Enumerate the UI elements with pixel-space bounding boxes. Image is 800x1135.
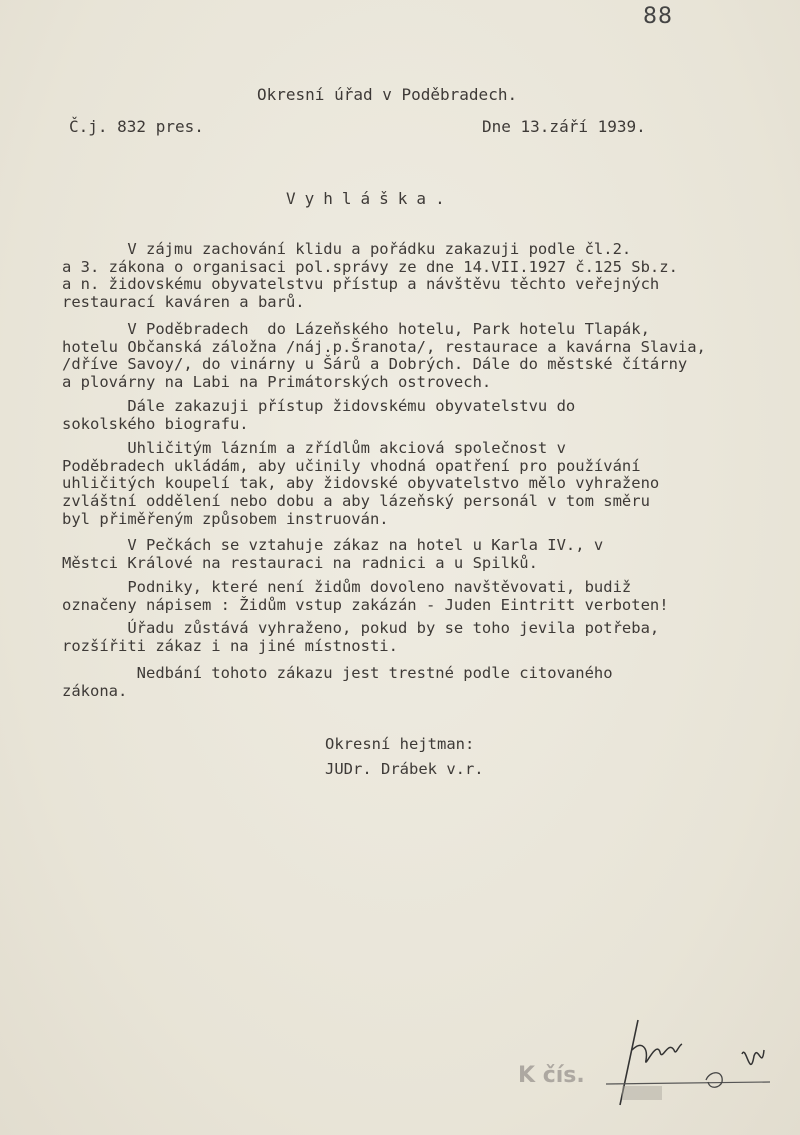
paragraph-2: V Poděbradech do Lázeňského hotelu, Park hotelu Tlapák, hotelu Občanská záložna /náj.p.Šranota/, restaurace a kavárna Slavia, /dříve Savoy/, do vinárny u Šárů a Dobrých. Dále do městské čítárny a plovárny na Labi na Primátorských ostrovech. [62, 320, 706, 392]
document-date: Dne 13.září 1939. [482, 117, 646, 136]
paragraph-8: Nedbání tohoto zákazu jest trestné podle citovaného zákona. [62, 664, 613, 700]
folio-number: 88 [643, 4, 673, 29]
paragraph-3: Dále zakazuji přístup židovskému obyvatelstvu do sokolského biografu. [62, 397, 576, 433]
issuing-authority: Okresní úřad v Poděbradech. [257, 85, 518, 104]
paragraph-4: Uhličitým lázním a zřídlům akciová společnost v Poděbradech ukládám, aby učinily vhodná opatření pro používání uhličitých koupelí tak, aby židovské obyvatelstvo mělo vyhraženo zvláštní oddělení nebo dobu a aby lázeňský personál v tom směru byl přiměřeným způsobem instruován. [62, 439, 660, 528]
signatory-title: Okresní hejtman: [325, 735, 475, 753]
paragraph-5: V Pečkách se vztahuje zákaz na hotel u Karla IV., v Městci Králové na restauraci na radnici a u Spilků. [62, 536, 604, 572]
handwritten-archive-mark [510, 1010, 790, 1110]
reference-number: Č.j. 832 pres. [69, 117, 204, 136]
paragraph-7: Úřadu zůstává vyhraženo, pokud by se toho jevila potřeba, rozšířiti zákaz i na jiné místnosti. [62, 619, 660, 655]
document-title: Vyhláška. [286, 189, 454, 208]
svg-text:K čís.: K čís. [518, 1063, 585, 1088]
paragraph-1: V zájmu zachování klidu a pořádku zakazuji podle čl.2. a 3. zákona o organisaci pol.správy ze dne 14.VII.1927 č.125 Sb.z. a n. židovskému obyvatelstvu přístup a návštěvu těchto veřejných restaurací kaváren a barů. [62, 240, 678, 312]
signatory-name: JUDr. Drábek v.r. [325, 760, 484, 778]
paragraph-6: Podniky, které není židům dovoleno navštěvovati, budiž označeny nápisem : Židům vstup zakázán - Juden Eintritt verboten! [62, 578, 669, 614]
